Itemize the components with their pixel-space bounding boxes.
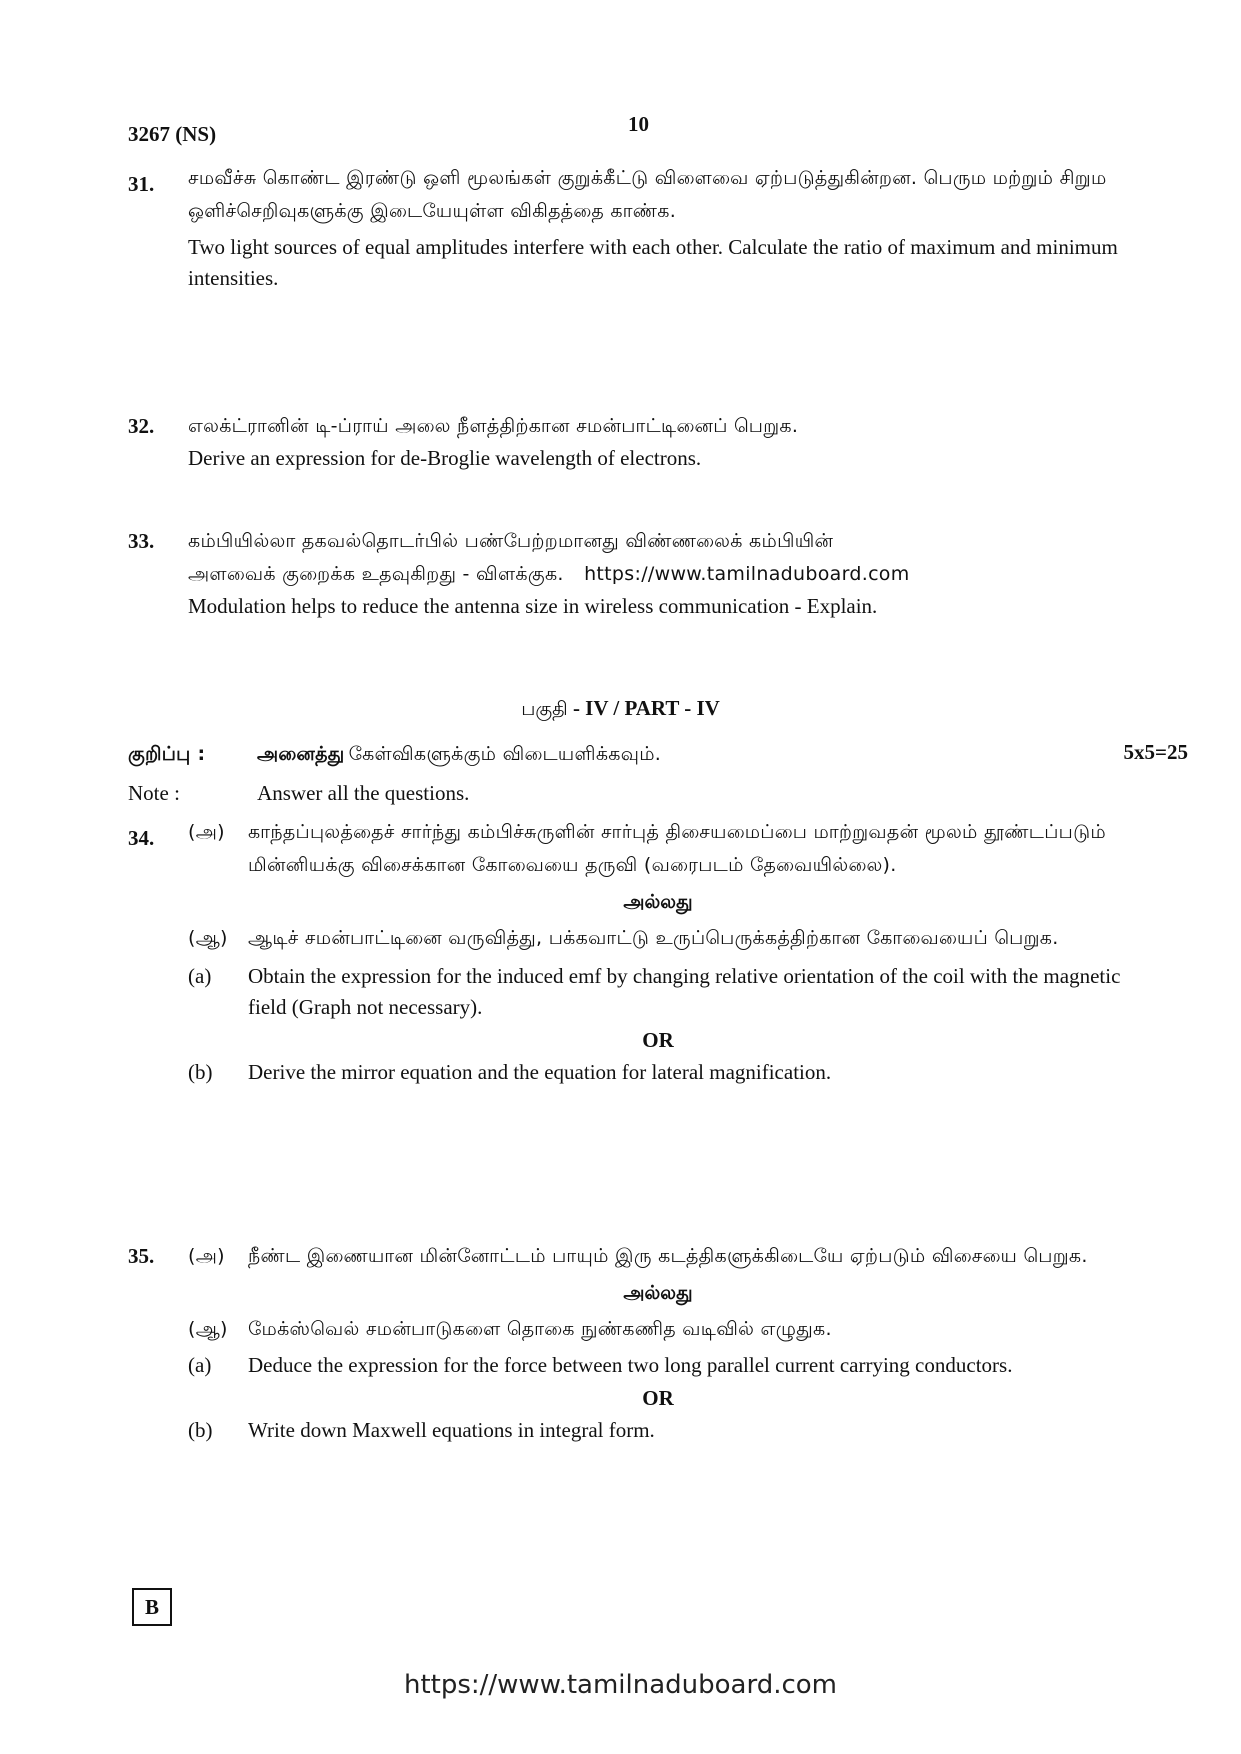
question-31 [128, 162, 1128, 294]
note-label-english: Note : [128, 781, 180, 805]
option-label: (ஆ) [188, 927, 228, 949]
option-text: Obtain the expression for the induced emf by changing relative orientation of the coil with the magnetic field (Graph not necessary). [248, 964, 1121, 1019]
option-label: (ஆ) [188, 1318, 228, 1340]
option-label: (b) [188, 1418, 213, 1442]
question-tamil-text: எலக்ட்ரானின் டி-ப்ராய் அலை நீளத்திற்கான சமன்பாட்டினைப் பெறுக. [188, 415, 799, 437]
option-b-english [188, 1415, 1128, 1446]
option-text: Deduce the expression for the force between two long parallel current carrying conductors. [248, 1353, 1013, 1377]
option-label: (a) [188, 964, 212, 988]
option-label: (அ) [188, 1245, 225, 1267]
question-english-text: Two light sources of equal amplitudes interfere with each other. Calculate the ratio of maximum and minimum intensities. [188, 235, 1118, 290]
marks-allocation: 5x5=25 [1123, 740, 1188, 764]
question-number: 34. [128, 826, 155, 850]
question-34 [128, 816, 1128, 1088]
option-text: மேக்ஸ்வெல் சமன்பாடுகளை தொகை நுண்கணித வடிவில் எழுதுக. [248, 1318, 832, 1340]
watermark-url: https://www.tamilnaduboard.com [584, 563, 910, 585]
option-a-tamil [188, 1240, 1128, 1273]
question-tamil-line-2: அளவைக் குறைக்க உதவுகிறது - விளக்குக. [188, 563, 564, 585]
option-a-english [188, 961, 1128, 1023]
question-tamil-text: சமவீச்சு கொண்ட இரண்டு ஒளி மூலங்கள் குறுக்கீட்டு விளைவை ஏற்படுத்துகின்றன. பெரும மற்றும் சிறும ஒளிச்செறிவுகளுக்கு இடையேயுள்ள விகிதத்தை காண்க. [188, 167, 1107, 222]
question-number: 35. [128, 1244, 155, 1268]
or-english: OR [642, 1386, 674, 1410]
note-tamil-bold: அனைத்து [257, 743, 345, 765]
option-text: Derive the mirror equation and the equation for lateral magnification. [248, 1060, 832, 1084]
question-tamil-line-1: கம்பியில்லா தகவல்தொடர்பில் பண்பேற்றமானது விண்ணலைக் கம்பியின் [188, 530, 834, 552]
question-32 [128, 410, 1128, 474]
or-english: OR [642, 1028, 674, 1052]
footer-url-link[interactable]: https://www.tamilnaduboard.com [403, 1670, 838, 1700]
part-heading [0, 696, 1241, 723]
question-number: 33. [128, 529, 155, 553]
option-b-tamil [188, 1313, 1128, 1346]
option-b-english [188, 1057, 1128, 1088]
note-tamil-row [128, 738, 1188, 771]
or-tamil: அல்லது [623, 891, 693, 913]
question-number: 32. [128, 414, 155, 438]
or-tamil: அல்லது [623, 1282, 693, 1304]
question-33 [128, 525, 1128, 622]
option-label: (அ) [188, 821, 225, 843]
question-english-text: Derive an expression for de-Broglie wavelength of electrons. [188, 446, 702, 470]
question-english-text: Modulation helps to reduce the antenna size in wireless communication - Explain. [188, 594, 878, 618]
note-tamil-text: கேள்விகளுக்கும் விடையளிக்கவும். [348, 743, 662, 765]
note-english-row [128, 778, 1188, 809]
option-text: ஆடிச் சமன்பாட்டினை வருவித்து, பக்கவாட்டு உருப்பெருக்கத்திற்கான கோவையைப் பெறுக. [248, 927, 1059, 949]
part-heading-tamil: பகுதி [521, 698, 568, 720]
option-label: (a) [188, 1353, 212, 1377]
option-text: நீண்ட இணையான மின்னோட்டம் பாயும் இரு கடத்திகளுக்கிடையே ஏற்படும் விசையை பெறுக. [248, 1245, 1088, 1267]
page-number: 10 [628, 112, 649, 136]
option-text: Write down Maxwell equations in integral form. [248, 1418, 655, 1442]
part-heading-english: - IV / PART - IV [572, 696, 720, 720]
series-code-box: B [132, 1588, 172, 1626]
paper-code: 3267 (NS) [128, 122, 217, 146]
question-35 [128, 1240, 1128, 1446]
option-a-tamil [188, 816, 1128, 882]
option-a-english [188, 1350, 1128, 1381]
note-label-tamil: குறிப்பு : [128, 743, 206, 765]
option-b-tamil [188, 922, 1128, 955]
option-text: காந்தப்புலத்தைச் சார்ந்து கம்பிச்சுருளின் சார்புத் திசையமைப்பை மாற்றுவதன் மூலம் தூண்டப்படும் மின்னியக்கு விசைக்கான கோவையை தருவி (வரைபடம் தேவையில்லை). [248, 821, 1106, 876]
option-label: (b) [188, 1060, 213, 1084]
note-english-text: Answer all the questions. [257, 781, 470, 805]
question-number: 31. [128, 172, 155, 196]
